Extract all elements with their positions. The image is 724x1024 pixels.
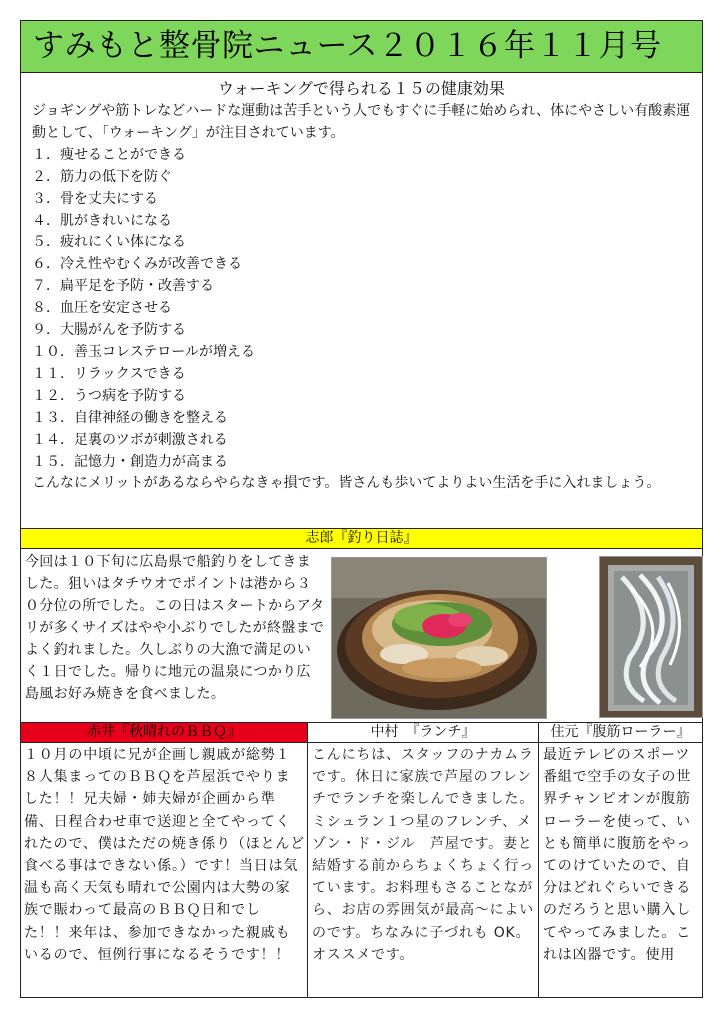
walking-title: ウォーキングで得られる１５の健康効果 [218, 79, 505, 98]
column-divider [307, 723, 308, 997]
cutlassfish-photo [599, 556, 703, 718]
walking-article [32, 101, 696, 495]
benefit-item: ４．肌がきれいになる [32, 212, 172, 229]
benefit-item: ８．血圧を安定させる [32, 300, 172, 317]
nakamura-column-title: 中村 『ランチ』 [308, 723, 538, 743]
walking-closing: こんなにメリットがあるならやらなきゃ損です。皆さんも歩いてよりよい生活を手に入れましょう。 [32, 475, 661, 492]
benefit-item: ５．疲れにくい体になる [32, 234, 186, 251]
fishing-article-text: 今回は１０下旬に広島県で船釣りをしてきました。狙いはタチウオでポイントは港から３０分位の所でした。この日はスタートからアタリが多くサイズはやや小ぶりでしたが終盤までよく釣れました。久しぶりの大漁で満足のいく１日でした。帰りに地元の温泉につかり広島風お好み焼きを食べました。 [25, 554, 325, 702]
akai-column-title: 赤井『秋晴れのＢＢＱ』 [21, 723, 307, 743]
sumimoto-column-title: 住元『腹筋ローラー』 [539, 723, 702, 743]
benefit-item: １１．リラックスできる [32, 365, 186, 382]
benefit-item: １３．自律神経の働きを整える [32, 409, 228, 426]
newsletter-frame [20, 20, 703, 998]
benefit-item: ９．大腸がんを予防する [32, 322, 186, 339]
benefit-item: １２．うつ病を予防する [32, 387, 186, 404]
newsletter-title: すみもと整骨院ニュース２０１６年１１月号 [33, 28, 662, 64]
benefit-item: １５．記憶力・創造力が高まる [32, 453, 228, 470]
sumimoto-column-text: 最近テレビのスポーツ番組で空手の女子の世界チャンピオンが腹筋ローラーを使って、いとも簡単に腹筋をやってのけていたので、自分はどれぐらいできるのだろうと思い購入してやってみました。これは凶器です。使用 [543, 747, 691, 963]
okonomiyaki-photo [331, 557, 547, 719]
column-divider [538, 723, 539, 997]
newsletter-header [21, 21, 702, 73]
benefit-item: ７．扁平足を予防・改善する [32, 278, 214, 295]
akai-column-text: １０月の中頃に兄が企画し親戚が総勢１８人集まってのＢＢＱを芦屋浜でやりました！！兄夫婦・姉夫婦が企画から準備、日程合わせ車で送迎と全てやってくれたので、僕はただの焼き係り（ほとんど食べる事はできない係。）です！当日は気温も高く天気も晴れで公園内は大勢の家族で賑わって最高のＢＢＱ日和でした！！来年は、参加できなかった親戚もいるので、恒例行事になるそうです！！ [24, 747, 305, 963]
benefit-item: １．痩せることができる [32, 146, 186, 163]
walking-intro: ジョギングや筋トレなどハードな運動は苦手という人でもすぐに手軽に始められ、体にやさしい有酸素運動として、「ウォーキング」が注目されています。 [32, 103, 691, 141]
okonomiyaki-illustration [332, 558, 546, 718]
nakamura-column-text: こんにちは、スタッフのナカムラです。休日に家族で芦屋のフレンチでランチを楽しんできました。ミシュラン１つ星のフレンチ、メゾン・ド・ジル 芦屋です。妻と結婚する前からちょくちょく行っています。お料理もさることながら、お店の雰囲気が最高～によいのです。ちなみに子づれも OK。オススメです。 [312, 747, 534, 963]
fishing-section-title: 志郎『釣り日誌』 [21, 528, 702, 549]
benefit-item: ２．筋力の低下を防ぐ [32, 168, 172, 185]
benefit-item: １４．足裏のツボが刺激される [32, 431, 228, 448]
cutlassfish-illustration [600, 557, 702, 717]
benefit-item: １０．善玉コレステロールが増える [32, 343, 256, 360]
benefit-item: ３．骨を丈夫にする [32, 190, 158, 207]
benefit-item: ６．冷え性やむくみが改善できる [32, 256, 242, 273]
walking-benefit-list [32, 145, 696, 474]
